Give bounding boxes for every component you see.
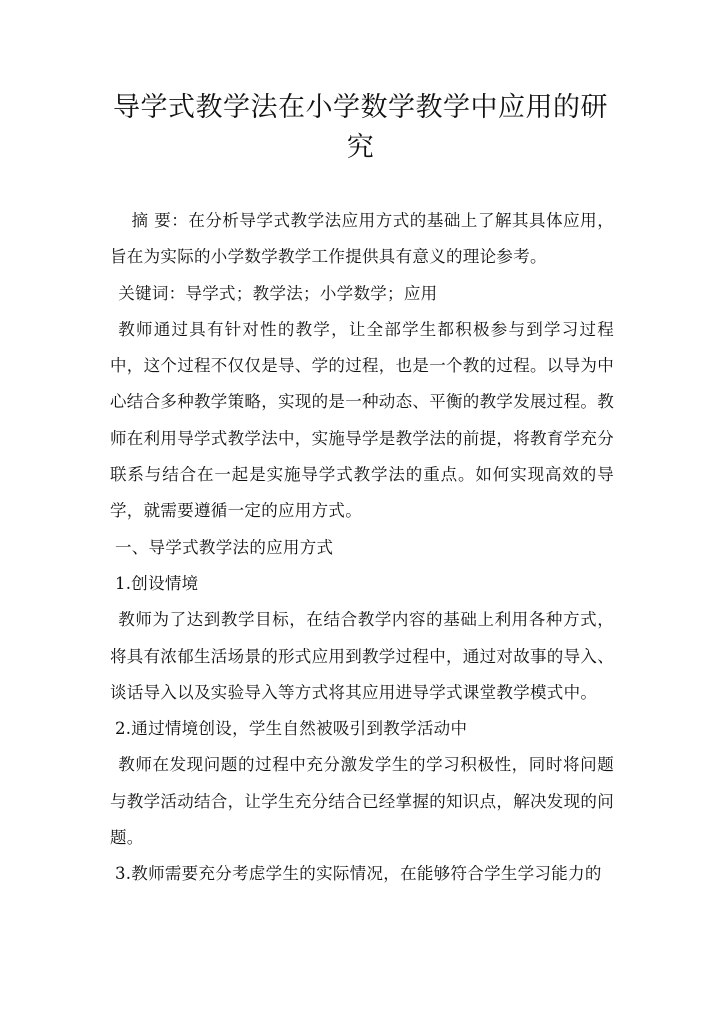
subsection-body-2: 教师在发现问题的过程中充分激发学生的学习积极性，同时将问题与教学活动结合，让学生充分结合已经掌握的知识点，解决发现的问题。	[110, 755, 614, 848]
subsection-body-1: 教师为了达到教学目标，在结合教学内容的基础上利用各种方式，将具有浓郁生活场景的形式应用到教学过程中，通过对故事的导入、谈话导入以及实验导入等方式将其应用进导学式课堂教学模式中。	[110, 610, 614, 702]
intro-paragraph: 教师通过具有针对性的教学，让全部学生都积极参与到学习过程中，这个过程不仅仅是导、学的过程，也是一个教的过程。以导为中心结合多种教学策略，实现的是一种动态、平衡的教学发展过程。教师在利用导学式教学法中，实施导学是教学法的前提，将教育学充分联系与结合在一起是实施导学式教学法的重点。如何实现高效的导学，就需要遵循一定的应用方式。	[110, 319, 614, 521]
document-body	[110, 203, 614, 893]
abstract-paragraph: 摘 要：在分析导学式教学法应用方式的基础上了解其具体应用，旨在为实际的小学数学教学工作提供具有意义的理论参考。	[110, 211, 614, 267]
keywords-line: 关键词：导学式；教学法；小学数学；应用	[118, 283, 438, 303]
subsection-heading-3: 3.教师需要充分考虑学生的实际情况，在能够符合学生学习能力的	[114, 864, 602, 884]
section-heading-1: 一、导学式教学法的应用方式	[114, 537, 334, 557]
subsection-heading-2: 2.通过情境创设，学生自然被吸引到教学活动中	[114, 719, 468, 739]
subsection-heading-1: 1.创设情境	[114, 573, 199, 593]
document-title: 导学式教学法在小学数学教学中应用的研究	[113, 92, 608, 163]
